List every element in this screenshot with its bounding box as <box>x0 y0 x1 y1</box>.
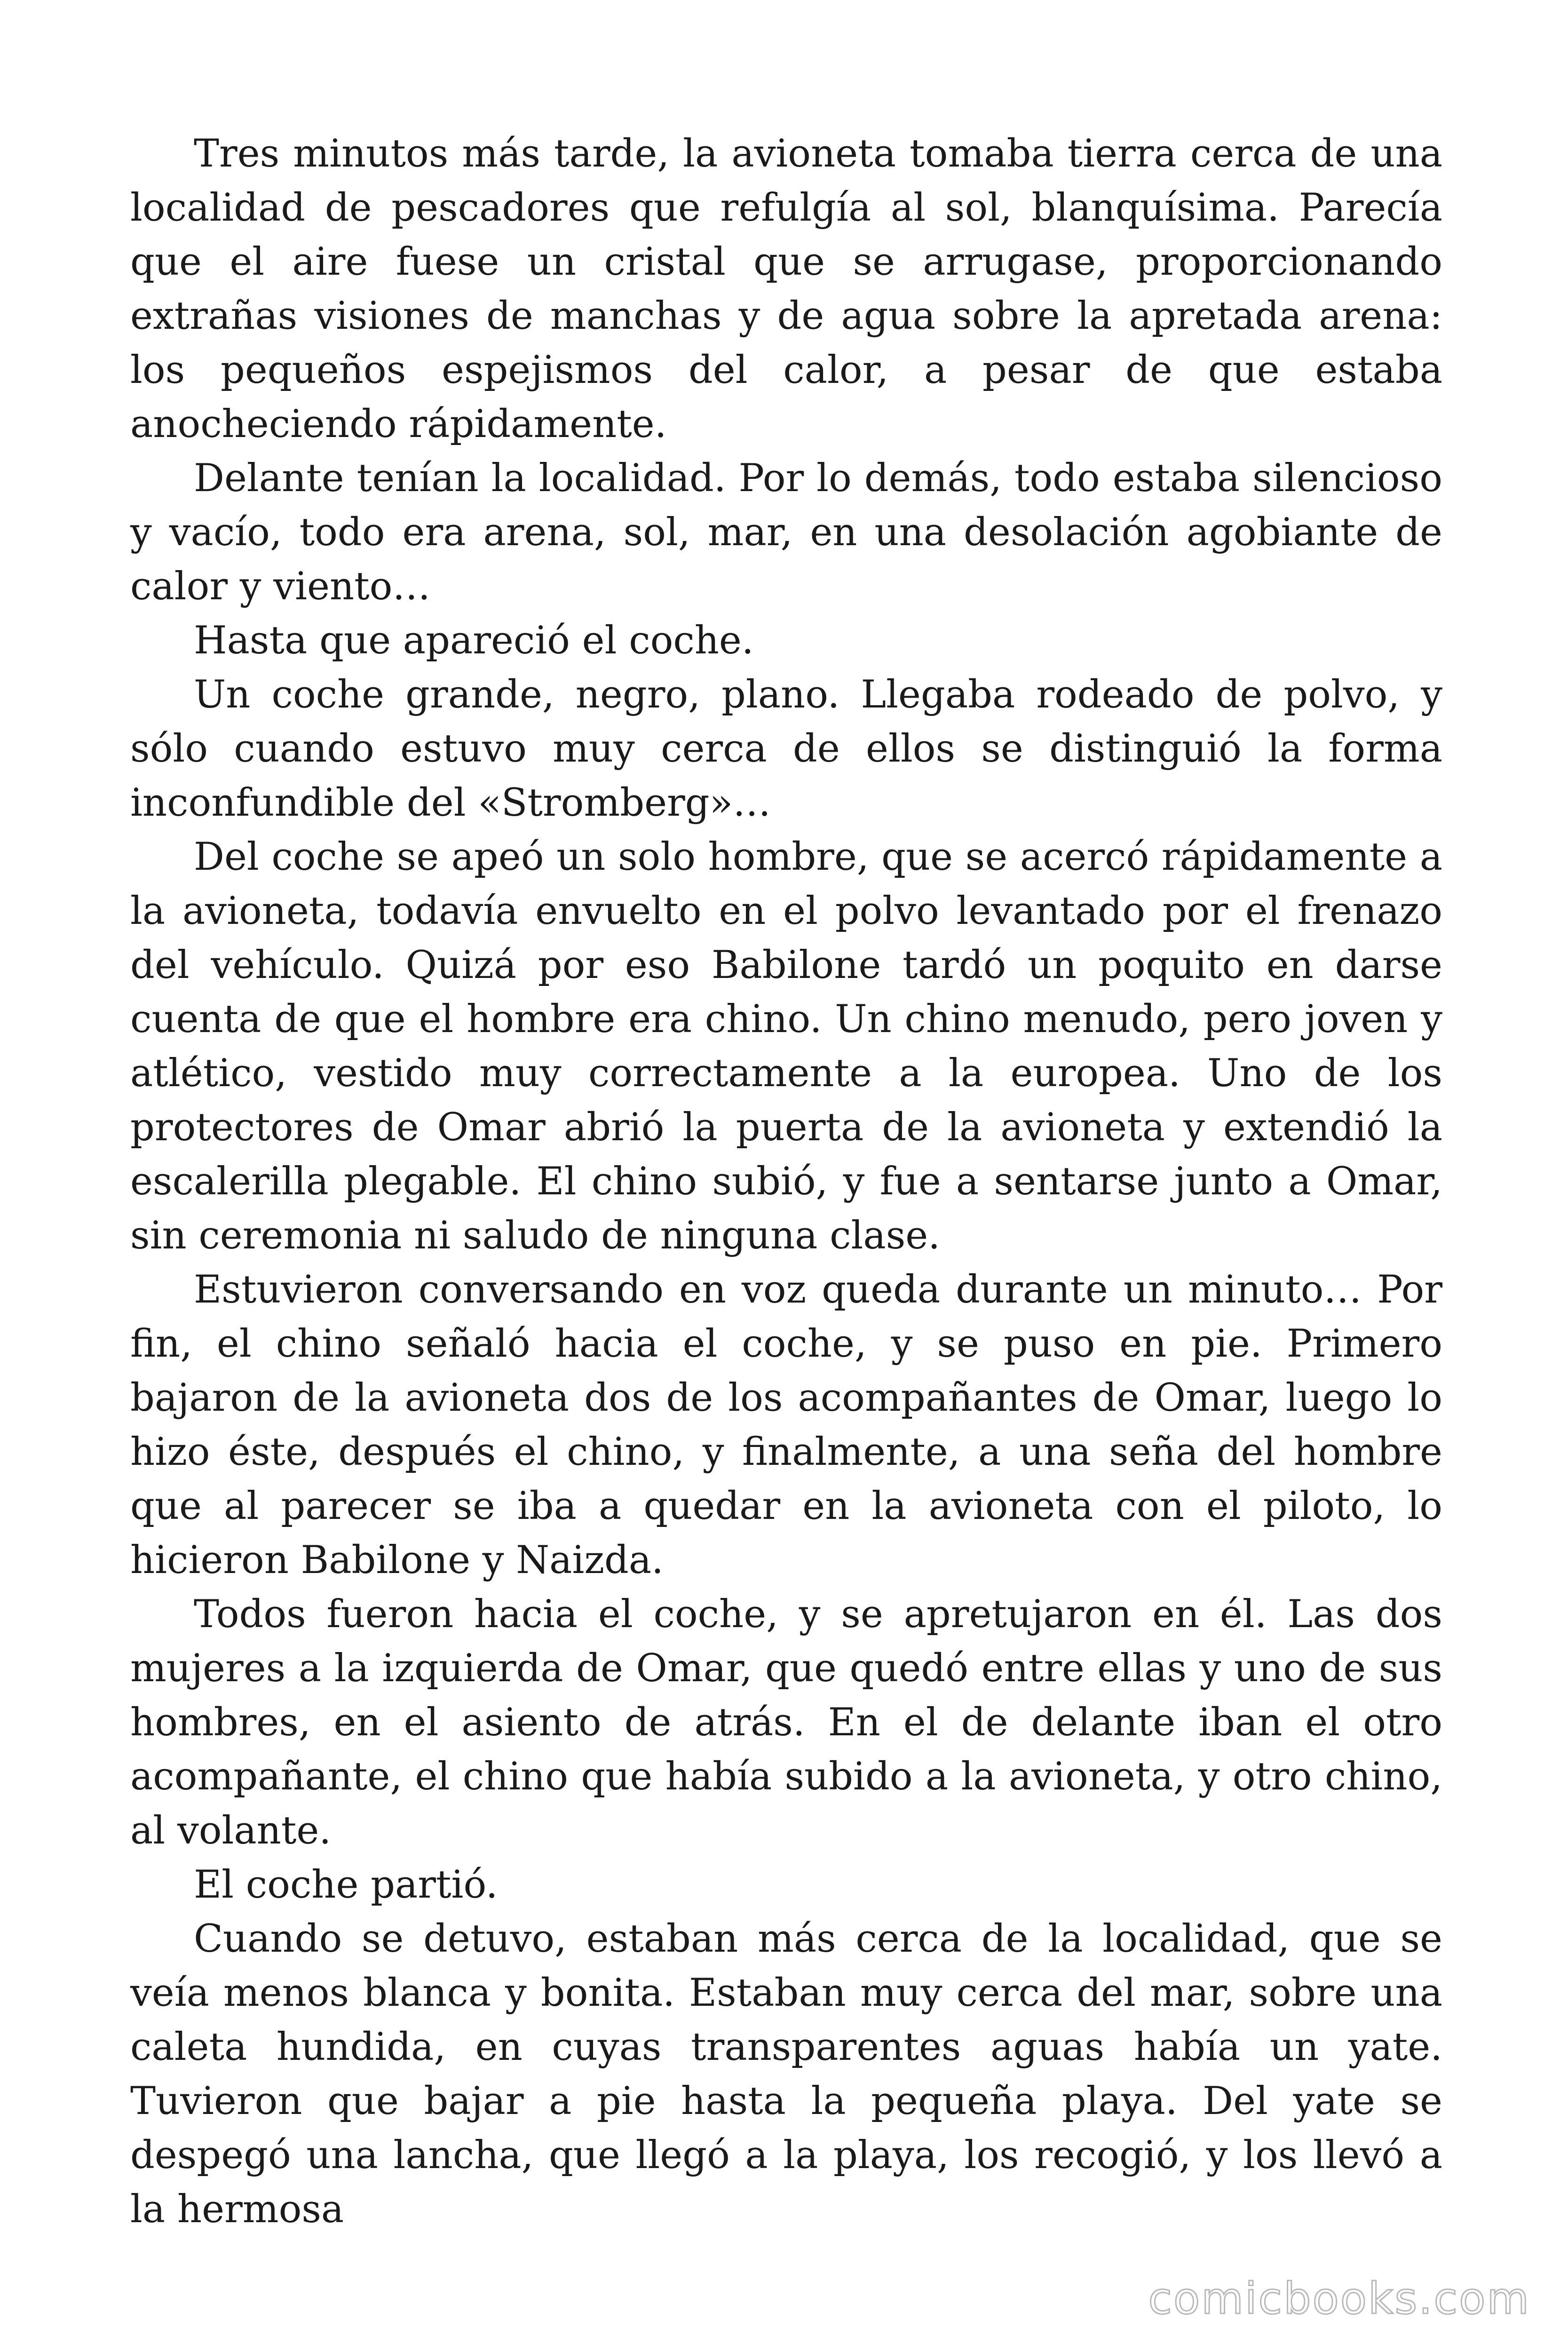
paragraph: Tres minutos más tarde, la avioneta tomaba tierra cerca de una localidad de pescadores que refulgía al sol, blanquísima. Parecía que el aire fuese un cristal que se arrugase, proporcionando extrañas visiones de manchas y de agua sobre la apretada arena: los pequeños espejismos del calor, a pesar de que estaba anocheciendo rápidamente. <box>130 132 1442 446</box>
paragraph: Delante tenían la localidad. Por lo demás, todo estaba silencioso y vacío, todo era arena, sol, mar, en una desolación agobiante de calor y viento… <box>130 456 1442 609</box>
paragraph-last: Cuando se detuvo, estaban más cerca de la localidad, que se veía menos blanca y bonita. Estaban muy cerca del mar, sobre una caleta hundida, en cuyas transparentes aguas había un yate. Tuvieron que bajar a pie hasta la pequeña playa. Del yate se despegó una lancha, que llegó a la playa, los recogió, y los llevó a la hermosa <box>130 1917 1442 2232</box>
paragraph: Un coche grande, negro, plano. Llegaba rodeado de polvo, y sólo cuando estuvo muy cerca de ellos se distinguió la forma inconfundible del «Stromberg»… <box>130 673 1442 825</box>
paragraph: Estuvieron conversando en voz queda durante un minuto… Por fin, el chino señaló hacia el coche, y se puso en pie. Primero bajaron de la avioneta dos de los acompañantes de Omar, luego lo hizo éste, después el chino, y finalmente, a una seña del hombre que al parecer se iba a quedar en la avioneta con el piloto, lo hicieron Babilone y Naizda. <box>130 1268 1442 1582</box>
watermark: comicbooks.com <box>1148 2273 1530 2324</box>
paragraph: El coche partió. <box>194 1863 498 1907</box>
book-page <box>130 127 1442 2237</box>
paragraph: Hasta que apareció el coche. <box>194 619 754 663</box>
paragraph: Todos fueron hacia el coche, y se apretujaron en él. Las dos mujeres a la izquierda de Omar, que quedó entre ellas y uno de sus hombres, en el asiento de atrás. En el de delante iban el otro acompañante, el chino que había subido a la avioneta, y otro chino, al volante. <box>130 1592 1442 1853</box>
paragraph: Del coche se apeó un solo hombre, que se acercó rápidamente a la avioneta, todavía envuelto en el polvo levantado por el frenazo del vehículo. Quizá por eso Babilone tardó un poquito en darse cuenta de que el hombre era chino. Un chino menudo, pero joven y atlético, vestido muy correctamente a la europea. Uno de los protectores de Omar abrió la puerta de la avioneta y extendió la escalerilla plegable. El chino subió, y fue a sentarse junto a Omar, sin ceremonia ni saludo de ninguna clase. <box>130 835 1442 1258</box>
